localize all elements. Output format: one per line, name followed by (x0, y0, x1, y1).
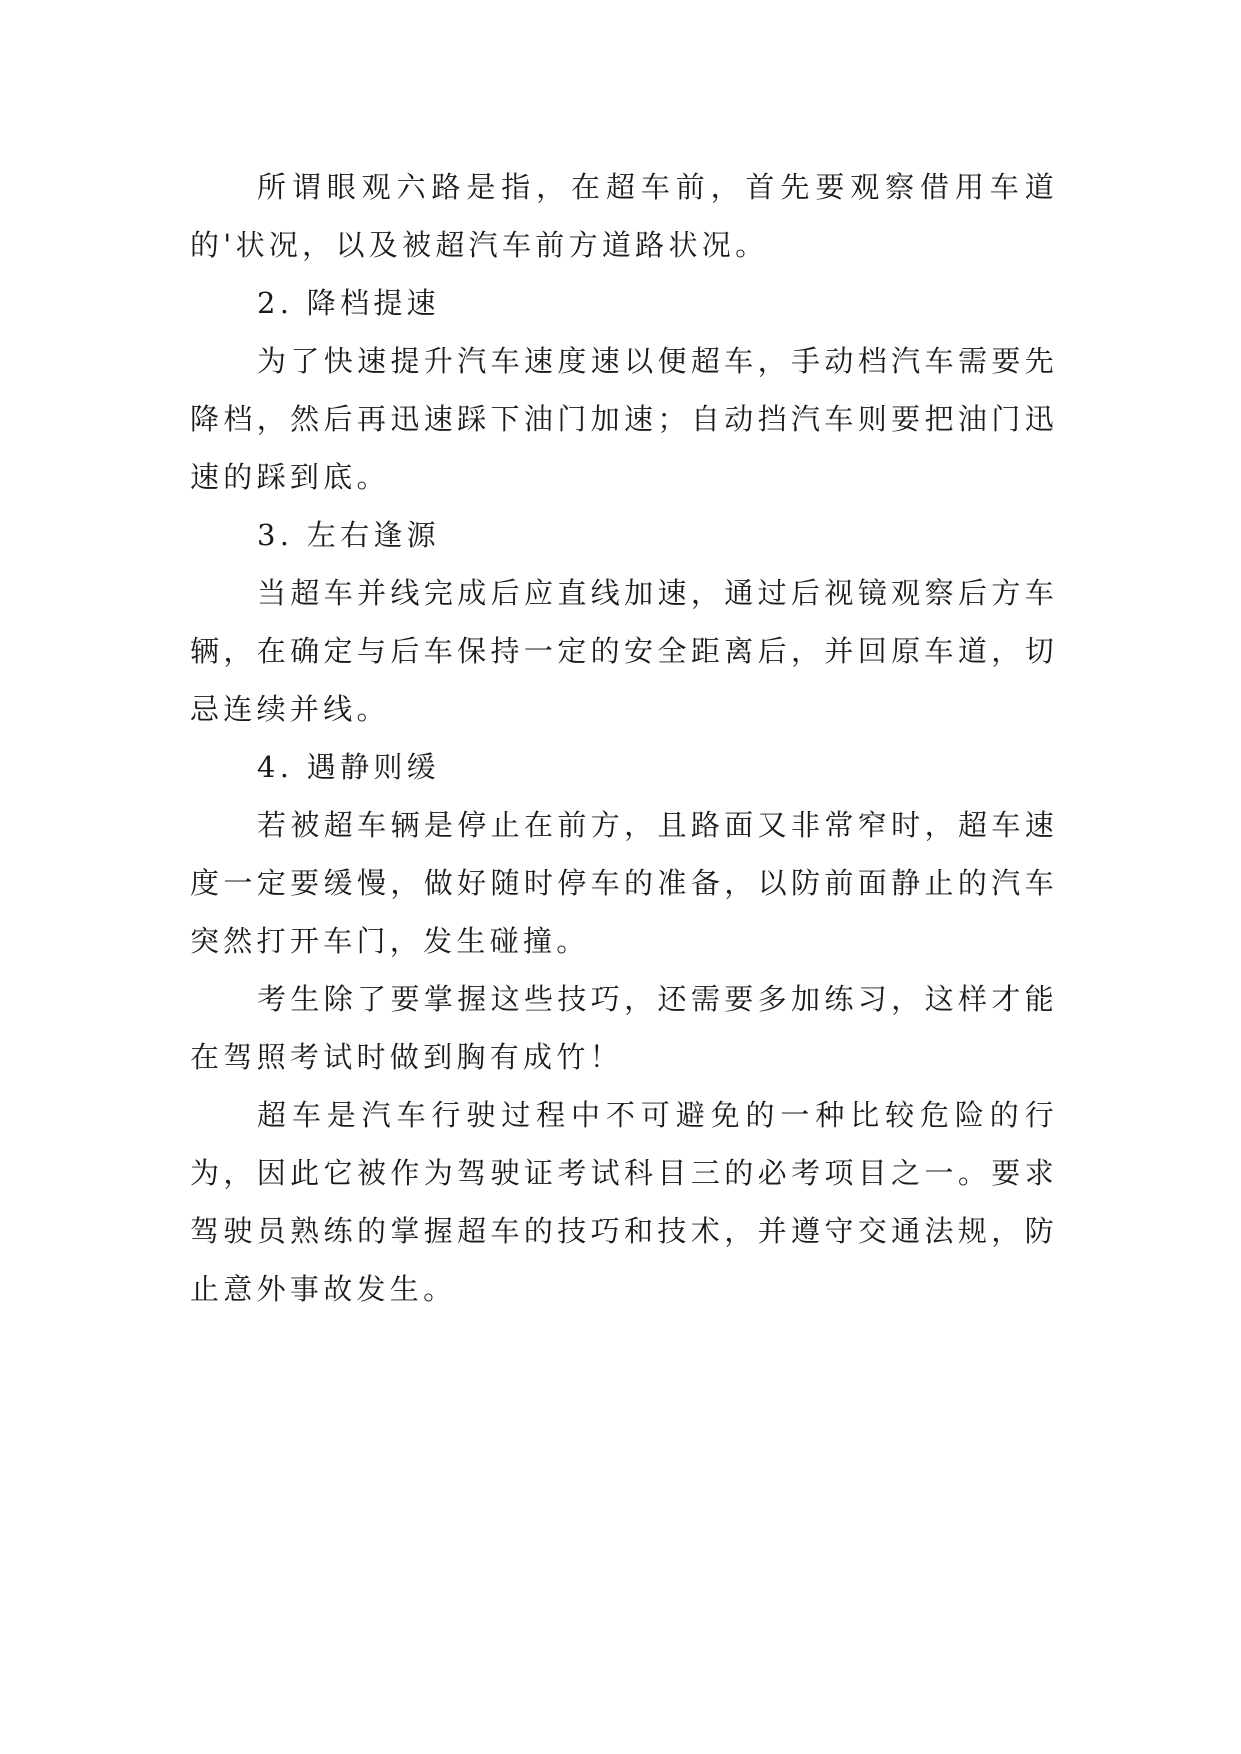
document-body (190, 158, 1058, 1318)
paragraph-downshift: 为了快速提升汽车速度速以便超车，手动档汽车需要先降档，然后再迅速踩下油门加速；自动挡汽车则要把油门迅速的踩到底。 (190, 344, 1058, 494)
section-heading-2: 2. 降档提速 (257, 286, 440, 320)
section-heading-4: 4. 遇静则缓 (257, 750, 440, 784)
paragraph-slow-down: 若被超车辆是停止在前方，且路面又非常窄时，超车速度一定要缓慢，做好随时停车的准备，以防前面静止的汽车突然打开车门，发生碰撞。 (190, 808, 1058, 958)
paragraph-merge: 当超车并线完成后应直线加速，通过后视镜观察后方车辆，在确定与后车保持一定的安全距离后，并回原车道，切忌连续并线。 (190, 576, 1058, 726)
paragraph-practice: 考生除了要掌握这些技巧，还需要多加练习，这样才能在驾照考试时做到胸有成竹！ (190, 982, 1058, 1074)
paragraph-intro: 所谓眼观六路是指，在超车前，首先要观察借用车道的'状况，以及被超汽车前方道路状况。 (190, 170, 1058, 262)
paragraph-conclusion: 超车是汽车行驶过程中不可避免的一种比较危险的行为，因此它被作为驾驶证考试科目三的必考项目之一。要求驾驶员熟练的掌握超车的技巧和技术，并遵守交通法规，防止意外事故发生。 (190, 1098, 1058, 1306)
section-heading-3: 3. 左右逢源 (257, 518, 440, 552)
